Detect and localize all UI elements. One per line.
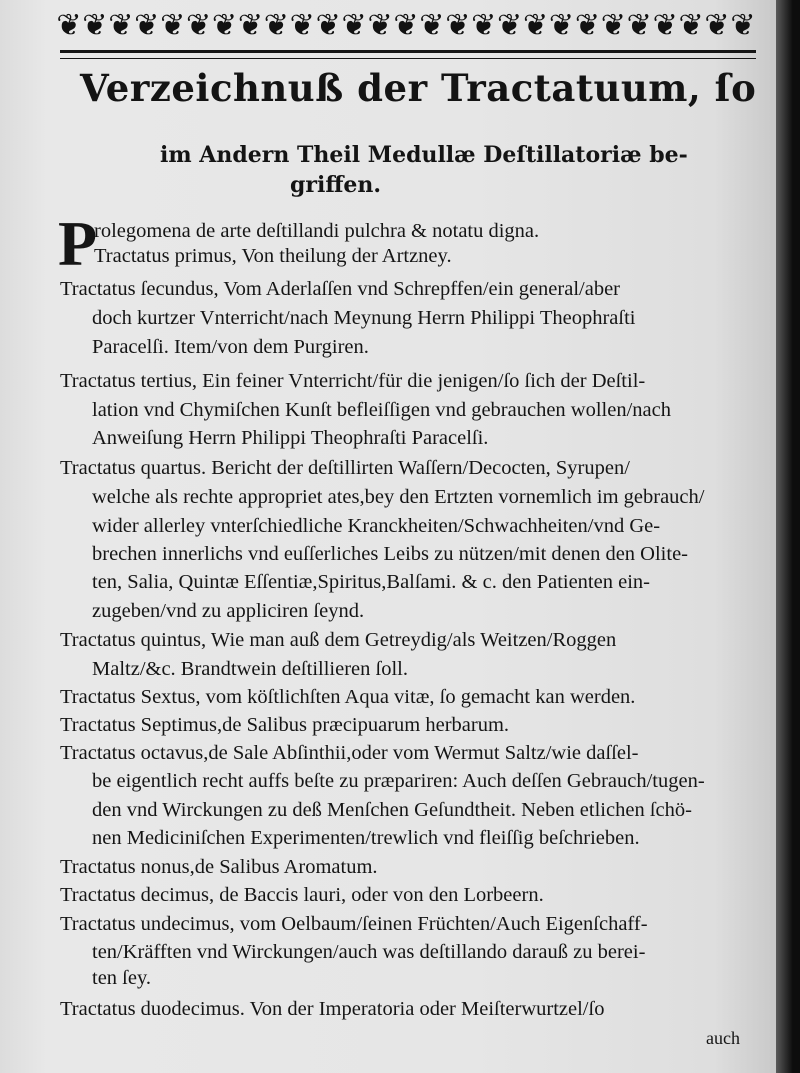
fleuron-icon: ❦ (574, 8, 600, 43)
text-line: rolegomena de arte deſtillandi pulchra & notatu digna. (94, 220, 540, 242)
text-line: wider allerley vnterſchiedliche Kranckheiten/Schwachheiten/vnd Ge- (92, 515, 661, 537)
fleuron-icon: ❦ (678, 8, 704, 43)
catchword: auch (706, 1028, 740, 1048)
text-line: Tractatus decimus, de Baccis lauri, oder von den Lorbeern. (60, 884, 544, 906)
fleuron-icon: ❦ (445, 8, 471, 43)
fleuron-icon: ❦ (108, 8, 134, 43)
text-line: Tractatus Sextus, vom köſtlichſten Aqua vitæ, ſo gemacht kan werden. (60, 686, 636, 708)
text-line: doch kurtzer Vnterricht/nach Meynung Herrn Philippi Theophraſti (92, 307, 636, 329)
text-line: Anweiſung Herrn Philippi Theophraſti Paracelſi. (92, 427, 489, 449)
fleuron-icon: ❦ (289, 8, 315, 43)
fleuron-icon: ❦ (419, 8, 445, 43)
text-line: ten/Kräfften vnd Wirckungen/auch was deſtillando darauß zu berei- (92, 941, 646, 963)
fleuron-icon: ❦ (237, 8, 263, 43)
fleuron-icon: ❦ (626, 8, 652, 43)
fleuron-icon: ❦ (652, 8, 678, 43)
text-line: nen Mediciniſchen Experimenten/trewlich vnd fleiſſig beſchrieben. (92, 827, 640, 849)
text-line: lation vnd Chymiſchen Kunſt befleiſſigen vnd gebrauchen wollen/nach (92, 399, 671, 421)
text-line: be eigentlich recht auffs beſte zu præpariren: Auch deſſen Gebrauch/tugen- (92, 770, 705, 792)
text-line: Maltz/&c. Brandtwein deſtillieren ſoll. (92, 658, 408, 680)
fleuron-icon: ❦ (522, 8, 549, 43)
text-line: Tractatus quintus, Wie man auß dem Getreydig/als Weitzen/Roggen (60, 629, 617, 651)
fleuron-icon: ❦ (134, 8, 160, 43)
text-line: Tractatus undecimus, vom Oelbaum/ſeinen Früchten/Auch Eigenſchaff- (60, 913, 648, 935)
book-gutter-shadow (776, 0, 800, 1073)
text-line: Paracelſi. Item/von dem Purgiren. (92, 336, 369, 358)
drop-capital: P (58, 208, 98, 279)
text-line: Tractatus quartus. Bericht der deſtillirten Waſſern/Decocten, Syrupen/ (60, 457, 630, 479)
fleuron-icon: ❦ (704, 8, 730, 43)
text-line: Tractatus tertius, Ein feiner Vnterricht/für die jenigen/ſo ſich der Deſtil- (60, 370, 646, 392)
text-line: Tractatus duodecimus. Von der Imperatoria oder Meiſterwurtzel/ſo (60, 998, 605, 1020)
page-subtitle: im Andern Theil Medullæ Deſtillatoriæ be- (160, 142, 688, 168)
text-line: Tractatus octavus,de Sale Abſinthii,oder vom Wermut Saltz/wie daſſel- (60, 742, 639, 764)
fleuron-icon: ❦ (730, 8, 756, 43)
text-line: Tractatus primus, Von theilung der Artzney. (94, 245, 452, 267)
page-subtitle-continued: griffen. (290, 172, 382, 198)
page-title: Verzeichnuß der Tractatuum, ſo (80, 66, 757, 110)
text-line: Tractatus Septimus,de Salibus præcipuarum herbarum. (60, 714, 510, 736)
fleuron-icon: ❦ (393, 8, 419, 43)
fleuron-icon: ❦ (211, 8, 238, 43)
fleuron-icon: ❦ (263, 8, 289, 43)
text-line: den vnd Wirckungen zu deß Menſchen Geſundtheit. Neben etlichen ſchö- (92, 799, 692, 821)
fleuron-icon: ❦ (471, 8, 497, 43)
fleuron-icon: ❦ (160, 8, 186, 43)
fleuron-icon: ❦ (341, 8, 367, 43)
fleuron-icon: ❦ (82, 8, 108, 43)
fleuron-icon: ❦ (600, 8, 626, 43)
fleuron-icon: ❦ (315, 8, 341, 43)
text-line: welche als rechte appropriet ates,bey den Ertzten vornemlich im gebrauch/ (92, 486, 705, 508)
text-line: ten ſey. (92, 967, 152, 989)
fleuron-icon: ❦ (185, 8, 212, 43)
text-line: brechen innerlichs vnd euſſerliches Leibs zu nützen/mit denen den Olite- (92, 543, 689, 565)
text-line: Tractatus nonus,de Salibus Aromatum. (60, 856, 378, 878)
fleuron-icon: ❦ (548, 8, 575, 43)
fleuron-icon: ❦ (56, 8, 82, 43)
fleuron-icon: ❦ (497, 8, 523, 43)
text-line: zugeben/vnd zu appliciren ſeynd. (92, 600, 365, 622)
text-line: Tractatus ſecundus, Vom Aderlaſſen vnd Schrepffen/ein general/aber (60, 278, 620, 300)
text-line: ten, Salia, Quintæ Eſſentiæ,Spiritus,Balſami. & c. den Patienten ein- (92, 571, 650, 593)
fleuron-icon: ❦ (367, 8, 393, 43)
